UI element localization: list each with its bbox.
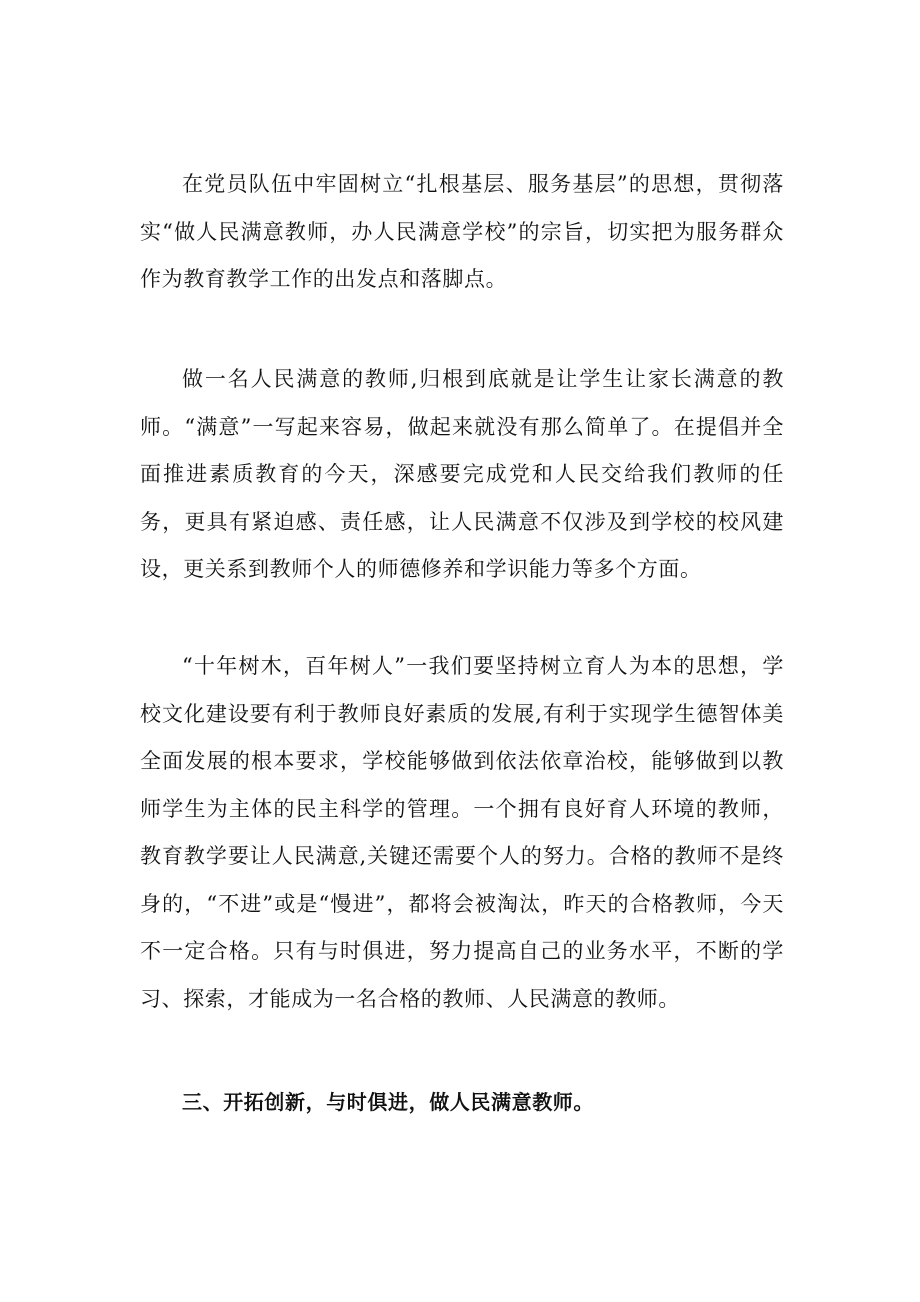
section-heading: 三、开拓创新，与时俱进，做人民满意教师。 <box>182 1090 594 1114</box>
paragraph-party-members: 在党员队伍中牢固树立“扎根基层、服务基层”的思想，贯彻落实“做人民满意教师，办人民满意学校”的宗旨，切实把为服务群众作为教育教学工作的出发点和落脚点。 <box>140 172 784 291</box>
paragraph-educating-people: “十年树木，百年树人”一我们要坚持树立育人为本的思想，学校文化建设要有利于教师良好素质的发展,有利于实现学生德智体美全面发展的根本要求，学校能够做到依法依章治校，能够做到以教师学生为主体的民主科学的管理。一个拥有良好育人环境的教师，教育教学要让人民满意,关键还需要个人的努力。合格的教师不是终身的，“不进”或是“慢进”，都将会被淘汰，昨天的合格教师，今天不一定合格。只有与时俱进，努力提高自己的业务水平，不断的学习、探索，才能成为一名合格的教师、人民满意的教师。 <box>140 654 784 1011</box>
paragraph-satisfied-teacher: 做一名人民满意的教师,归根到底就是让学生让家长满意的教师。“满意”一写起来容易，做起来就没有那么简单了。在提倡并全面推进素质教育的今天，深感要完成党和人民交给我们教师的任务，更具有紧迫感、责任感，让人民满意不仅涉及到学校的校风建设，更关系到教师个人的师德修养和学识能力等多个方面。 <box>140 367 784 581</box>
